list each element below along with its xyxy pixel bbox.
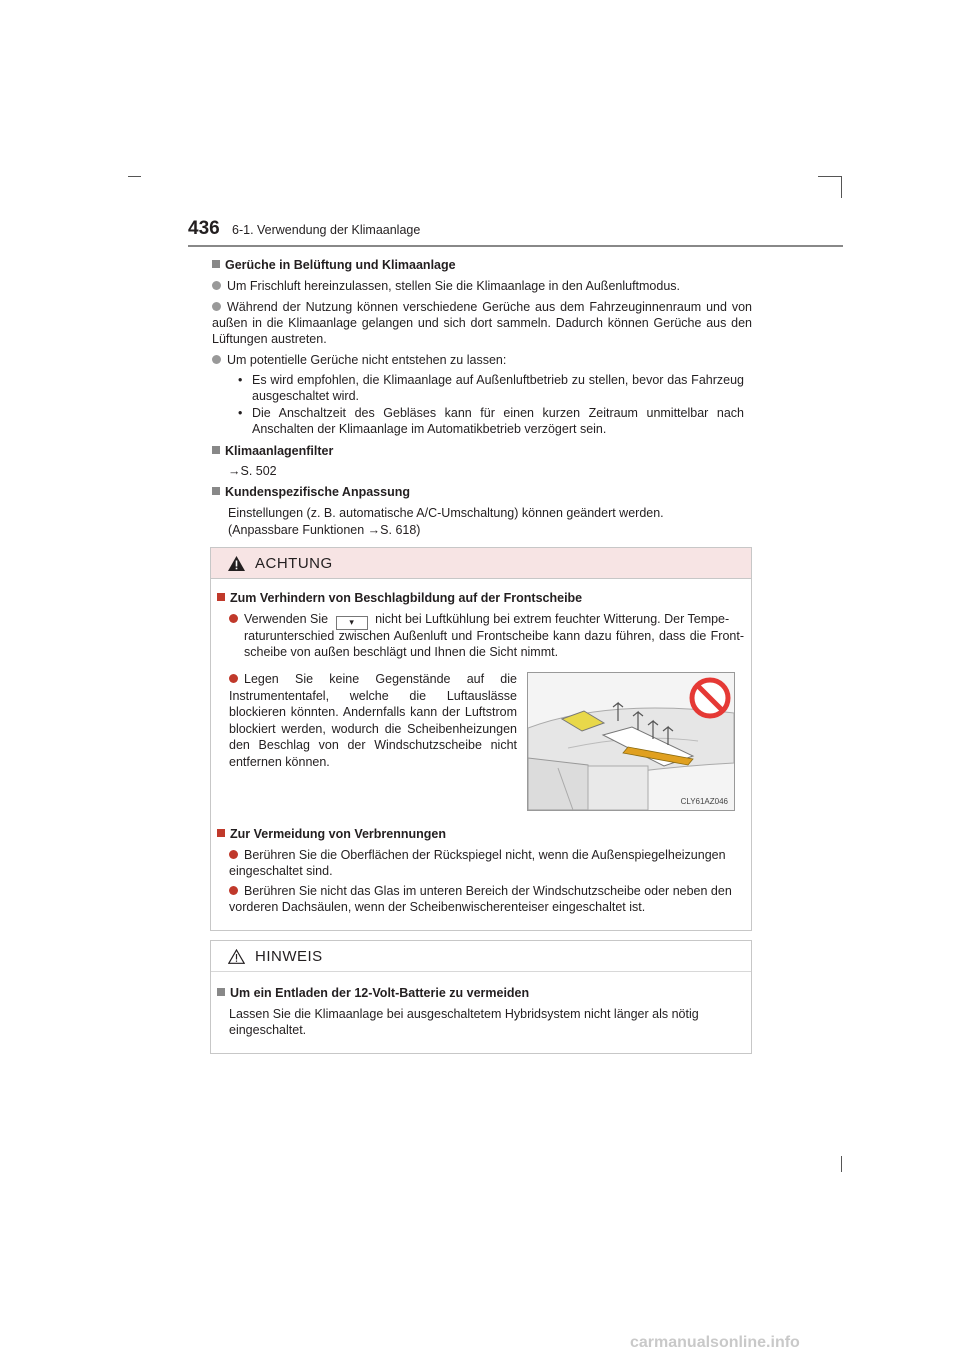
page-number: 436: [188, 218, 220, 239]
list-item: Um Frischluft hereinzulassen, stellen Sie die Klimaanlage in den Außenluftmodus.: [212, 278, 752, 294]
achtung-fog-title: Zum Verhindern von Beschlagbildung auf der Frontscheibe: [217, 591, 582, 605]
square-bullet-icon: [217, 593, 225, 601]
hinweis-header: [211, 941, 751, 972]
square-bullet-icon: [217, 988, 225, 996]
hinweis-text: Lassen Sie die Klimaanlage bei ausgeschaltetem Hybridsystem nicht länger als nötig eingeschaltet.: [229, 1007, 699, 1037]
section-odors-title: Gerüche in Belüftung und Klimaanlage: [212, 258, 456, 272]
achtung-header: [211, 548, 751, 579]
list-item: Während der Nutzung können verschiedene Gerüche aus dem Fahrzeuginnenraum und von außen in die Klimaanlage gelangen und sich dort sammeln. Dadurch können Gerüche aus den Lüftungen austreten.: [212, 300, 752, 346]
list-item: Es wird empfohlen, die Klimaanlage auf Außenluftbetrieb zu stellen, bevor das Fahrzeug ausgeschaltet wird.: [252, 373, 744, 403]
list-item: Berühren Sie nicht das Glas im unteren Bereich der Windschutzscheibe oder neben den vorderen Dachsäulen, wenn der Scheibenwischerenteiser eingeschaltet ist.: [229, 884, 732, 914]
header-rule: [188, 245, 843, 247]
achtung-burn-title: Zur Vermeidung von Verbrennungen: [217, 827, 446, 841]
hinweis-title: Um ein Entladen der 12-Volt-Batterie zu vermeiden: [217, 986, 529, 1000]
square-bullet-icon: [212, 487, 220, 495]
crop-mark: [841, 176, 842, 198]
customization-reference[interactable]: (Anpassbare Funktionen →S. 618): [228, 523, 421, 537]
bullet-icon: [212, 281, 221, 290]
sub-bullet-icon: •: [238, 373, 243, 387]
list-item: Um potentielle Gerüche nicht entstehen zu lassen:: [212, 352, 752, 368]
square-bullet-icon: [217, 829, 225, 837]
page-reference[interactable]: →S. 502: [228, 464, 277, 478]
sub-bullet-icon: •: [238, 406, 243, 420]
bullet-icon: [229, 850, 238, 859]
crop-mark: [128, 176, 141, 177]
list-item: Berühren Sie die Oberflächen der Rückspiegel nicht, wenn die Außenspiegelheizungen eingeschaltet sind.: [229, 848, 726, 878]
square-bullet-icon: [212, 446, 220, 454]
list-item: Legen Sie keine Gegenstände auf die Instrumententafel, welche die Luftauslässe blockieren könnten. Andernfalls kann der Luftstrom blockiert werden, wodurch die Scheibenheizungen den Beschlag von der Windschutzscheibe nicht entfernen können.: [229, 672, 517, 769]
chapter-title: 6-1. Verwendung der Klimaanlage: [232, 223, 421, 237]
section-filter-title: Klimaanlagenfilter: [212, 444, 333, 458]
bullet-icon: [212, 355, 221, 364]
dashboard-illustration: [527, 672, 735, 811]
hinweis-label: HINWEIS: [255, 948, 323, 965]
bullet-icon: [229, 614, 238, 623]
crop-mark: [818, 176, 842, 177]
bullet-icon: [229, 674, 238, 683]
crop-mark: [841, 1156, 842, 1172]
watermark: carmanualsonline.info: [630, 1334, 800, 1351]
customization-text: Einstellungen (z. B. automatische A/C-Umschaltung) können geändert werden.: [228, 506, 664, 520]
square-bullet-icon: [212, 260, 220, 268]
warning-icon: [228, 556, 245, 571]
achtung-label: ACHTUNG: [255, 555, 333, 572]
bullet-icon: [212, 302, 221, 311]
defroster-button-icon: ▾: [336, 616, 368, 630]
dashboard-vents-image: [528, 673, 734, 810]
list-item: Verwenden Sie ▾ nicht bei Luftkühlung bei extrem feuchter Witterung. Der Tempe-: [229, 611, 744, 630]
caution-icon: [228, 949, 245, 964]
list-item-continuation: raturunterschied zwischen Außenluft und Frontscheibe kann dazu führen, dass die Front-scheibe von außen beschlägt und Ihnen die Sicht nimmt.: [244, 629, 744, 659]
list-item: Die Anschaltzeit des Gebläses kann für einen kurzen Zeitraum unmittelbar nach Anschalten der Klimaanlage im Automatikbetrieb verzögert sein.: [252, 406, 744, 436]
section-customization-title: Kundenspezifische Anpassung: [212, 485, 410, 499]
bullet-icon: [229, 886, 238, 895]
figure-code: CLY61AZ046: [680, 797, 728, 806]
